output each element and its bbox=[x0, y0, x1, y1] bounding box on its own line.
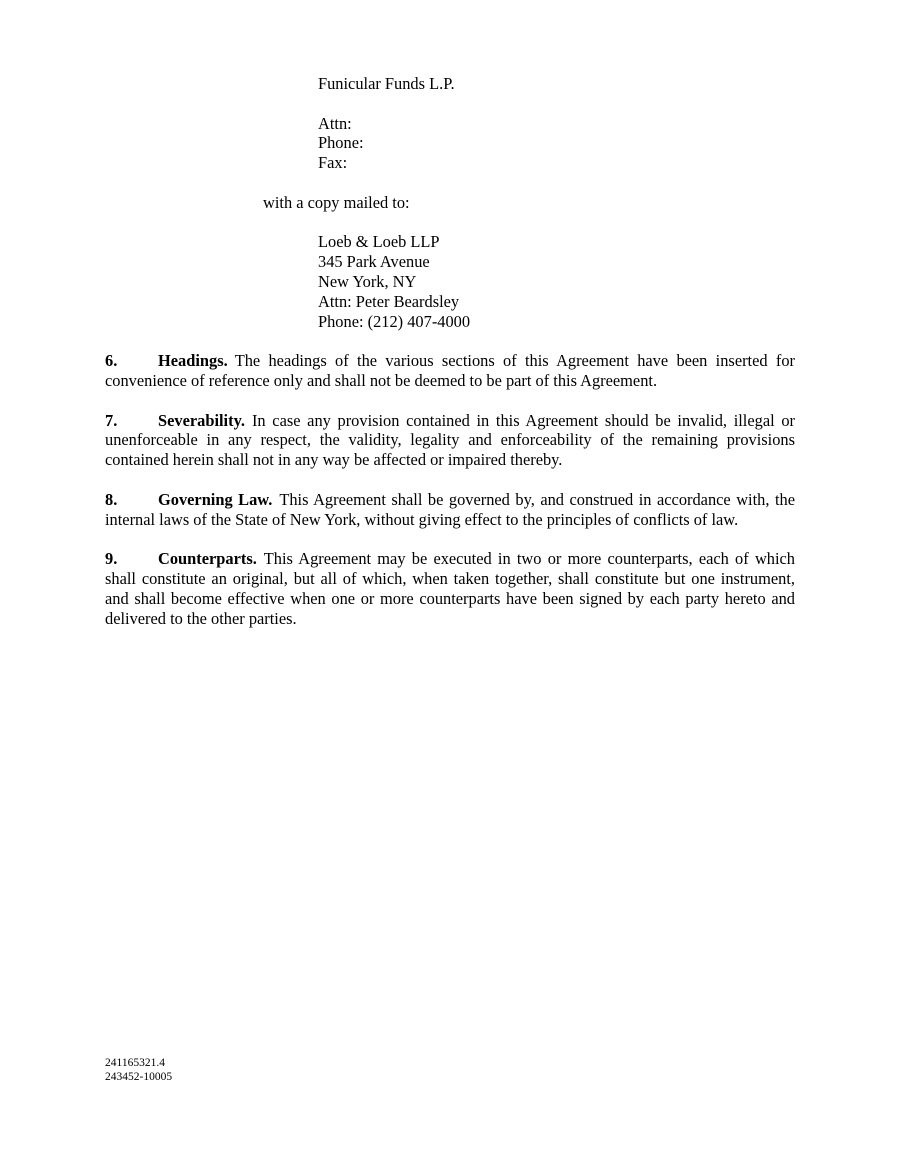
paragraph-heading: Counterparts. bbox=[158, 549, 257, 569]
paragraph-heading: Headings. bbox=[158, 351, 228, 371]
attn-line: Attn: bbox=[318, 113, 352, 133]
paragraph-body: This Agreement shall be governed by, and construed in accordance with, the internal laws of the State of New York, without giving effect to the principles of conflicts of law. bbox=[105, 489, 795, 529]
paragraph-number: 6. bbox=[105, 351, 118, 371]
footer-matter-number: 243452-10005 bbox=[105, 1071, 173, 1083]
paragraph-number: 8. bbox=[105, 489, 118, 509]
copy-attn: Attn: Peter Beardsley bbox=[318, 291, 460, 311]
copy-city: New York, NY bbox=[318, 271, 417, 291]
paragraph-heading: Governing Law. bbox=[158, 489, 273, 509]
paragraph-heading: Severability. bbox=[158, 410, 245, 430]
recipient-name: Funicular Funds L.P. bbox=[318, 74, 455, 93]
paragraph-body: The headings of the various sections of this Agreement have been inserted for convenience of reference only and shall not be deemed to be part of this Agreement. bbox=[105, 351, 795, 390]
spacer bbox=[105, 173, 795, 193]
spacer bbox=[105, 213, 795, 233]
document-footer bbox=[105, 1056, 172, 1084]
paragraph-number: 9. bbox=[105, 549, 118, 569]
paragraph-counterparts bbox=[105, 549, 795, 628]
notice-address-block bbox=[105, 74, 795, 331]
paragraph-governing-law bbox=[105, 490, 795, 530]
copy-phone: Phone: (212) 407-4000 bbox=[318, 311, 471, 331]
paragraph-body: In case any provision contained in this Agreement should be invalid, illegal or unenforceable in any respect, the validity, legality and enforceability of the remaining provisions contained herein shall not in any way be affected or impaired thereby. bbox=[105, 410, 795, 470]
spacer bbox=[105, 94, 795, 114]
copy-address-block bbox=[105, 232, 795, 331]
paragraph-number: 7. bbox=[105, 410, 118, 430]
phone-line: Phone: bbox=[318, 133, 364, 153]
copy-note: with a copy mailed to: bbox=[263, 192, 410, 212]
footer-document-number: 241165321.4 bbox=[105, 1057, 165, 1069]
paragraph-severability bbox=[105, 411, 795, 470]
copy-street: 345 Park Avenue bbox=[318, 252, 430, 272]
paragraph-body: This Agreement may be executed in two or more counterparts, each of which shall constitute an original, but all of which, when taken together, shall constitute but one instrument, and shall become effective when one or more counterparts have been signed by each party hereto and delivered to the other parties. bbox=[105, 549, 795, 628]
fax-line: Fax: bbox=[318, 153, 348, 173]
paragraph-headings bbox=[105, 351, 795, 391]
copy-firm-name: Loeb & Loeb LLP bbox=[318, 232, 440, 252]
